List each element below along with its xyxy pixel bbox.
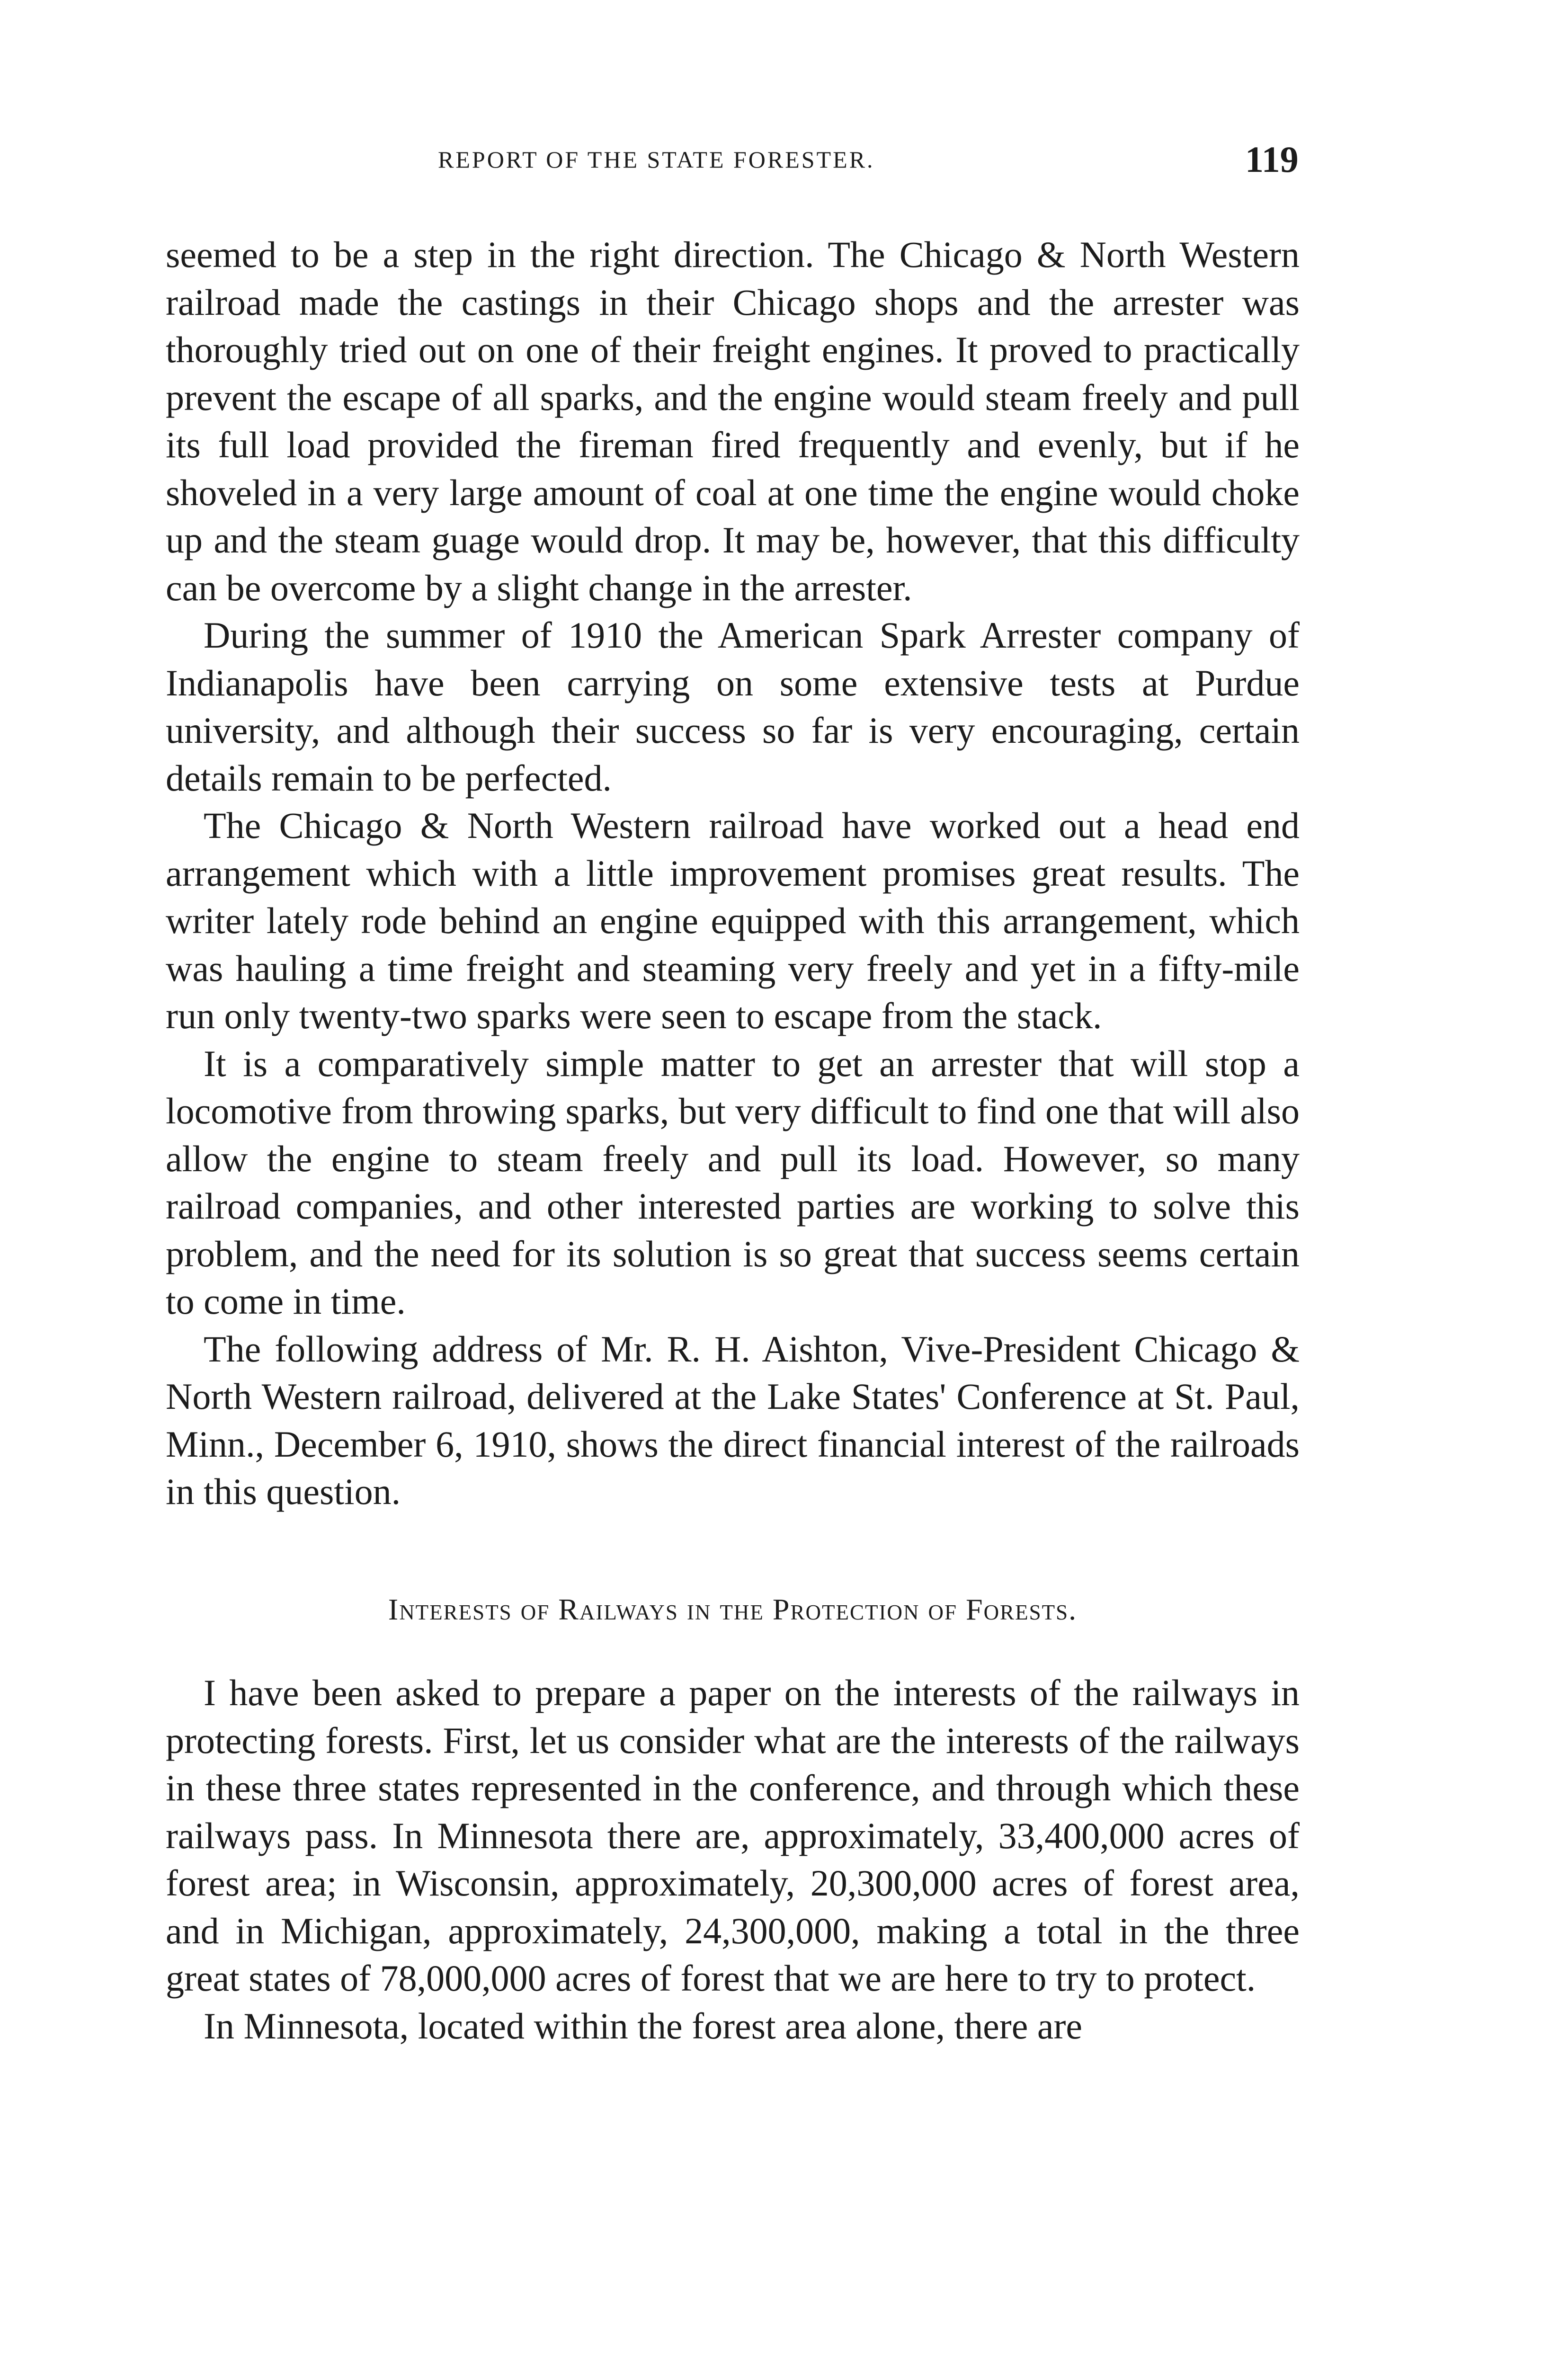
paragraph-2: During the summer of 1910 the American Spark Arrester company of Indianapolis have been carrying on some extensive tests at Purdue university, and although their success so far is very encouraging, certain details remain to be perfected. <box>166 614 1300 799</box>
running-header <box>0 139 1568 180</box>
paragraph-6: I have been asked to prepare a paper on the interests of the railways in protecting forests. First, let us consider what are the interests of the railways in these three states represented in the conference, and through which these railways pass. In Minnesota there are, approximately, 33,400,000 acres of forest area; in Wisconsin, approximately, 20,300,000 acres of forest area, and in Michigan, approximately, 24,300,000, making a total in the three great states of 78,000,000 acres of forest that we are here to try to protect. <box>166 1672 1300 1999</box>
paragraph-7: In Minnesota, located within the forest area alone, there are <box>204 2005 1083 2047</box>
paragraph-5: The following address of Mr. R. H. Aishton, Vive-President Chicago & North Western railroad, delivered at the Lake States' Conference at St. Paul, Minn., December 6, 1910, shows the direct financial interest of the railroads in this question. <box>166 1328 1300 1512</box>
paragraph-1: seemed to be a step in the right direction. The Chicago & North Western railroad made the castings in their Chicago shops and the arrester was thoroughly tried out on one of their freight engines. It proved to practically prevent the escape of all sparks, and the engine would steam freely and pull its full load provided the fireman fired frequently and evenly, but if he shoveled in a very large amount of coal at one time the engine would choke up and the steam guage would drop. It may be, however, that this difficulty can be overcome by a slight change in the arrester. <box>166 234 1300 608</box>
paragraph-3: The Chicago & North Western railroad have worked out a head end arrangement which with a little improvement promises great results. The writer lately rode behind an engine equipped with this arrangement, which was hauling a time freight and steaming very freely and yet in a fifty-mile run only twenty-two sparks were seen to escape from the stack. <box>166 805 1300 1036</box>
section-heading: Interests of Railways in the Protection of Forests. <box>388 1592 1078 1626</box>
paragraph-4: It is a comparatively simple matter to get an arrester that will stop a locomotive from throwing sparks, but very difficult to find one that will also allow the engine to steam freely and pull its load. However, so many railroad companies, and other interested parties are working to solve this problem, and the need for its solution is so great that success seems certain to come in time. <box>166 1042 1300 1322</box>
page-number: 119 <box>1245 139 1299 180</box>
body-text <box>166 231 1300 2050</box>
running-title: REPORT OF THE STATE FORESTER. <box>438 146 875 173</box>
